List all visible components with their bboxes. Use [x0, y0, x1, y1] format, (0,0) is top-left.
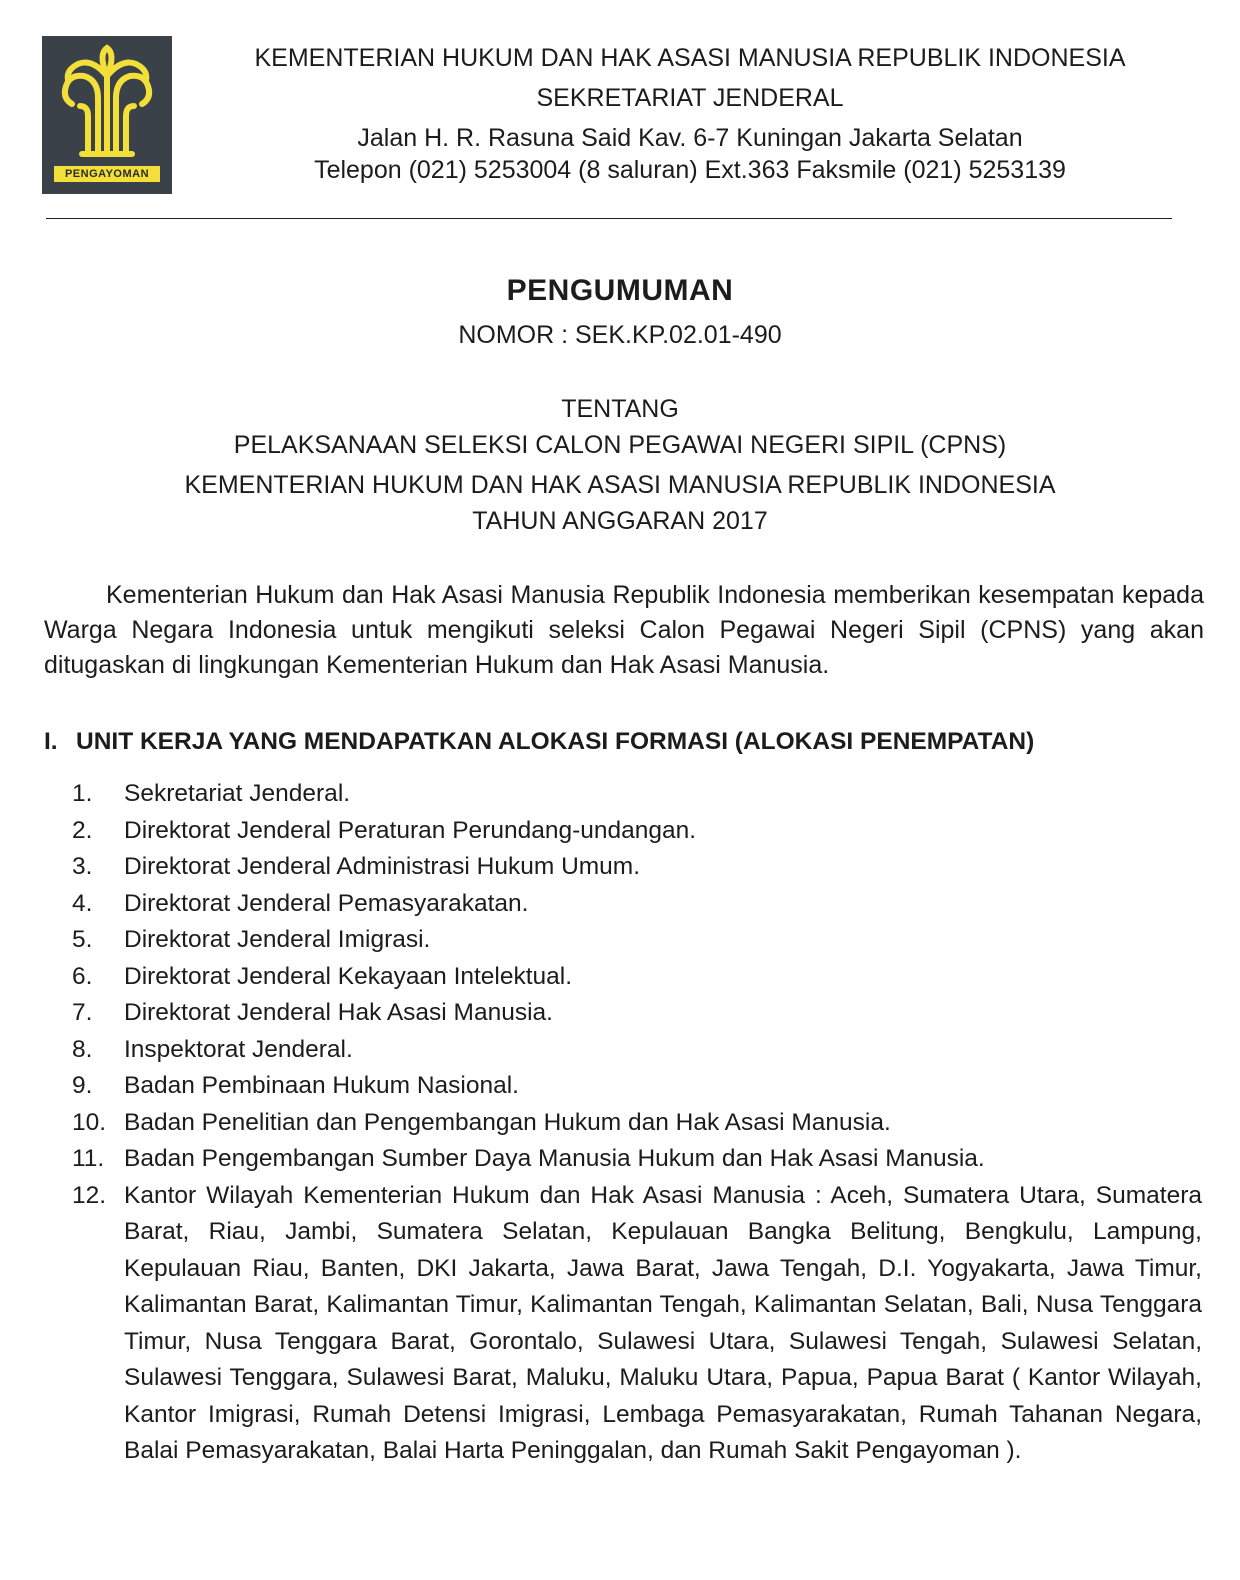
subject-line-2: KEMENTERIAN HUKUM DAN HAK ASASI MANUSIA REPUBLIK INDONESIA [184, 471, 1056, 499]
ministry-logo [42, 36, 172, 194]
list-item [72, 886, 1202, 923]
announcement-number: NOMOR : SEK.KP.02.01-490 [458, 321, 782, 349]
item-number: 12. [72, 1181, 107, 1209]
item-number: 6. [72, 962, 93, 990]
item-number: 5. [72, 926, 93, 953]
item-text: Sekretariat Jenderal. [124, 780, 351, 807]
list-item [72, 995, 1202, 1032]
announcement-title: PENGUMUMAN [506, 274, 734, 307]
list-item [72, 1141, 1202, 1178]
item-number: 8. [72, 1035, 93, 1063]
item-number: 2. [72, 816, 93, 844]
list-item [72, 922, 1202, 959]
list-item [72, 776, 1202, 813]
item-text: Badan Penelitian dan Pengembangan Hukum dan Hak Asasi Manusia. [124, 1108, 891, 1136]
list-item [72, 849, 1202, 886]
item-number: 9. [72, 1072, 93, 1099]
list-item [72, 1068, 1202, 1105]
item-number: 3. [72, 853, 93, 880]
item-text: Direktorat Jenderal Peraturan Perundang-undangan. [124, 816, 697, 844]
list-item [72, 1105, 1202, 1142]
address-line: Jalan H. R. Rasuna Said Kav. 6-7 Kuningan Jakarta Selatan [357, 124, 1023, 152]
list-item [72, 1032, 1202, 1069]
item-number: 4. [72, 889, 93, 917]
item-text: Direktorat Jenderal Kekayaan Intelektual. [124, 962, 573, 990]
pengayoman-tree-icon [42, 36, 172, 166]
section-title: UNIT KERJA YANG MENDAPATKAN ALOKASI FORMASI (ALOKASI PENEMPATAN) [76, 728, 1035, 755]
secretariat-name: SEKRETARIAT JENDERAL [536, 84, 844, 112]
ministry-name: KEMENTERIAN HUKUM DAN HAK ASASI MANUSIA REPUBLIK INDONESIA [254, 44, 1126, 72]
item-text: Inspektorat Jenderal. [124, 1035, 353, 1063]
item-text: Direktorat Jenderal Administrasi Hukum Umum. [124, 853, 641, 880]
section-heading [44, 728, 1034, 756]
subject-line-3: TAHUN ANGGARAN 2017 [472, 507, 768, 535]
item-text: Kantor Wilayah Kementerian Hukum dan Hak Asasi Manusia : Aceh, Sumatera Utara, Sumatera Barat, Riau, Jambi, Sumatera Selatan, Kepulauan Bangka Belitung, Bengkulu, Lampung, Kepulauan Riau, Banten, DKI Jakarta, Jawa Barat, Jawa Tengah, D.I. Yogyakarta, Jawa Timur, Kalimantan Barat, Kalimantan Timur, Kalimantan Tengah, Kalimantan Selatan, Bali, Nusa Tenggara Timur, Nusa Tenggara Barat, Gorontalo, Sulawesi Utara, Sulawesi Tengah, Sulawesi Selatan, Sulawesi Tenggara, Sulawesi Barat, Maluku, Maluku Utara, Papua, Papua Barat ( Kantor Wilayah, Kantor Imigrasi, Rumah Detensi Imigrasi, Lembaga Pemasyarakatan, Rumah Tahanan Negara, Balai Pemasyarakatan, Balai Harta Peninggalan, dan Rumah Sakit Pengayoman ). [124, 1181, 1202, 1464]
item-number: 10. [72, 1108, 107, 1136]
item-number: 1. [72, 780, 93, 807]
about-label: TENTANG [561, 395, 679, 423]
item-text: Badan Pengembangan Sumber Daya Manusia Hukum dan Hak Asasi Manusia. [124, 1145, 985, 1172]
list-item [72, 959, 1202, 996]
work-unit-list [72, 776, 1202, 1470]
intro-paragraph: Kementerian Hukum dan Hak Asasi Manusia Republik Indonesia memberikan kesempatan kepada Warga Negara Indonesia untuk mengikuti seleksi Calon Pegawai Negeri Sipil (CPNS) yang akan ditugaskan di lingkungan Kementerian Hukum dan Hak Asasi Manusia. [44, 581, 1204, 679]
subject-line-1: PELAKSANAAN SELEKSI CALON PEGAWAI NEGERI SIPIL (CPNS) [233, 431, 1007, 459]
list-item [72, 1178, 1202, 1470]
item-text: Direktorat Jenderal Imigrasi. [124, 926, 431, 953]
item-number: 11. [72, 1145, 105, 1172]
list-item [72, 813, 1202, 850]
phone-fax-line: Telepon (021) 5253004 (8 saluran) Ext.363 Faksmile (021) 5253139 [314, 156, 1066, 184]
item-number: 7. [72, 999, 93, 1026]
item-text: Direktorat Jenderal Pemasyarakatan. [124, 889, 529, 917]
section-number: I. [44, 728, 58, 755]
logo-label: PENGAYOMAN [54, 166, 160, 182]
item-text: Badan Pembinaan Hukum Nasional. [124, 1072, 519, 1099]
header-divider [46, 218, 1172, 219]
item-text: Direktorat Jenderal Hak Asasi Manusia. [124, 999, 553, 1026]
